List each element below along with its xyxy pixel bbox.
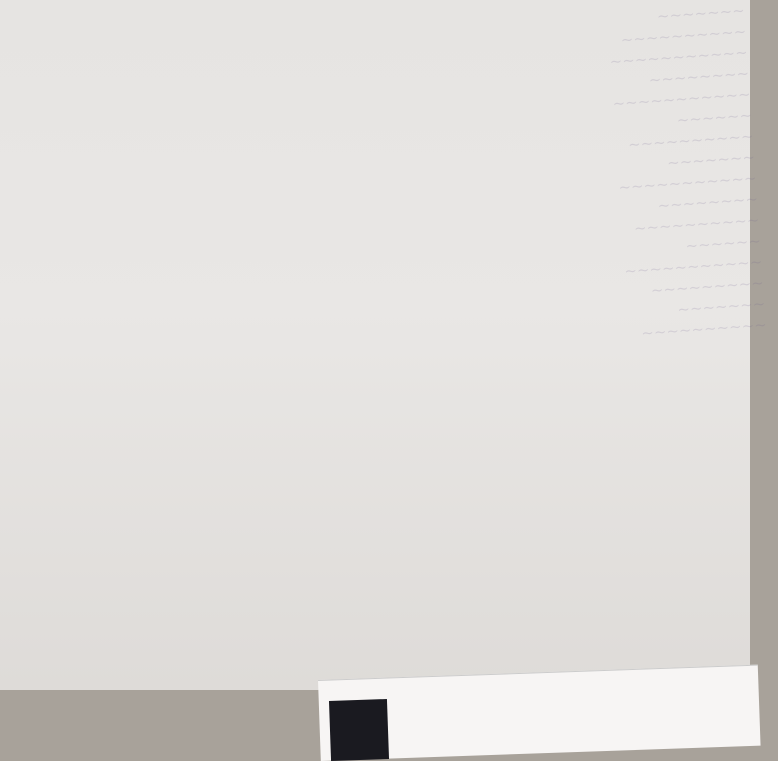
- bleed-through-text: ~~~~~~~ ~~~~~~~~~~ ~~~~~~~~~~~ ~~~~~~~~ ~~~~~~~~~~~ ~~~~~~ ~~~~~~~~~~ ~~~~~~~ ~~~~~~~~~~~ ~~~~~~~~ ~~~~~~~~~~ ~~~~~~ ~~~~~~~~~~~ ~~~~~~~~~ ~~~~~~~ ~~~~~~~~~~: [609, 1, 768, 343]
- answer-sheet-tab: [329, 699, 389, 761]
